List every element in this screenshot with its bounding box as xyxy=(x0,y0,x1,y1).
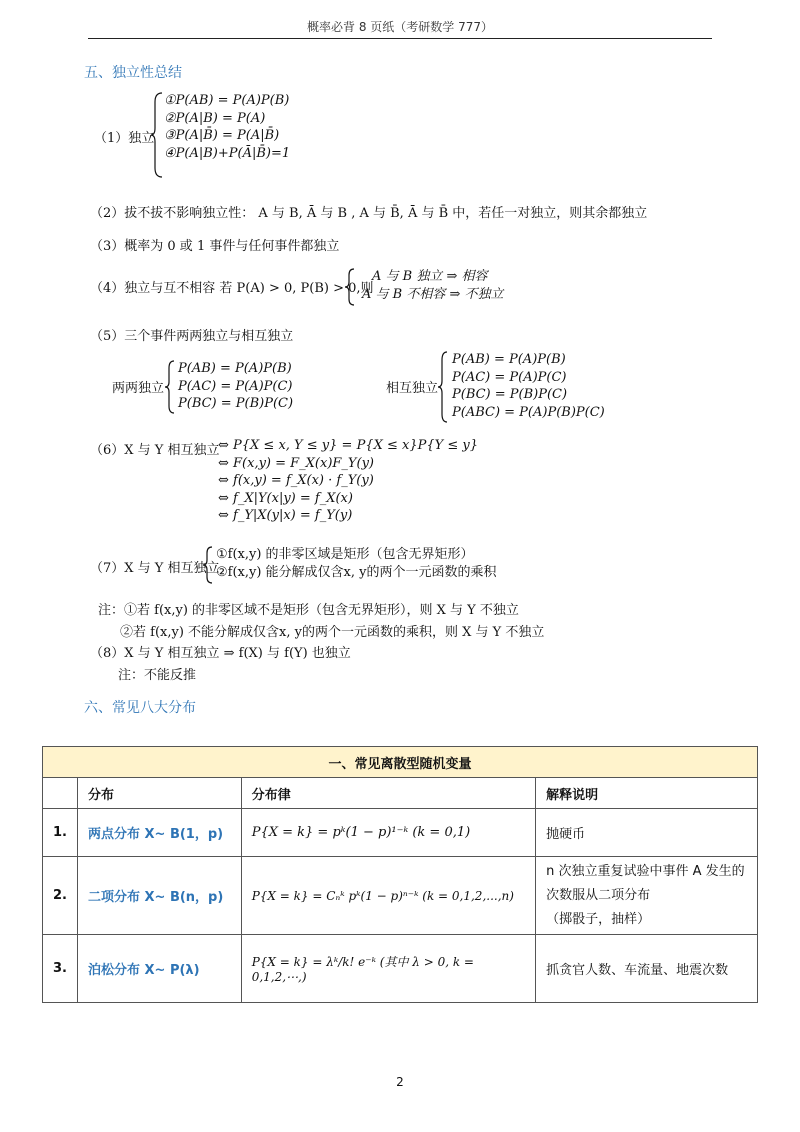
formula: ⇔ f_Y|X(y|x) = f_Y(y) xyxy=(218,508,353,523)
column-header: 解释说明 xyxy=(536,778,758,809)
item-4-formulas xyxy=(362,268,504,303)
formula: P(ABC) = P(A)P(B)P(C) xyxy=(452,404,605,420)
row-number: 1. xyxy=(43,809,78,857)
formula: ⇔ F(x,y) = F_X(x)F_Y(y) xyxy=(218,455,374,471)
row-number: 2. xyxy=(43,857,78,935)
page-number: 2 xyxy=(396,1075,404,1089)
pairwise-formulas xyxy=(178,360,293,413)
item-1-formulas xyxy=(164,92,290,162)
item-1-brace xyxy=(150,92,164,178)
formula: ④P(A|B)+P(Ā|B̄)=1 xyxy=(164,145,291,161)
mutual-label: 相互独立 xyxy=(386,381,439,396)
distribution-desc: n 次独立重复试验中事件 A 发生的次数服从二项分布 xyxy=(546,863,745,903)
item-5-label: （5）三个事件两两独立与相互独立 xyxy=(90,329,294,344)
formula: ③P(A|B̄) = P(A|B̄) xyxy=(164,128,280,143)
column-header: 分布律 xyxy=(241,778,535,809)
formula: ①P(AB) = P(A)P(B) xyxy=(164,93,290,108)
formula: ②f(x,y) 能分解成仅含x, y的两个一元函数的乘积 xyxy=(216,564,497,580)
formula: ①f(x,y) 的非零区域是矩形（包含无界矩形） xyxy=(216,547,474,562)
table-caption: 一、常见离散型随机变量 xyxy=(43,747,758,778)
distribution-law: P{X = k} = Cₙᵏ pᵏ(1 − p)ⁿ⁻ᵏ (k = 0,1,2,...,n) xyxy=(241,857,535,935)
item-6-label: （6）X 与 Y 相互独立 xyxy=(90,443,220,458)
distribution-name: 二项分布 X~ B(n，p) xyxy=(77,857,241,935)
section-6-title: 六、常见八大分布 xyxy=(84,700,196,716)
table-row xyxy=(43,809,758,857)
formula: A 与 B 独立 ⇒ 相容 xyxy=(372,269,488,284)
page-header: 概率必背 8 页纸（考研数学 777） xyxy=(307,20,493,34)
item-4-label: （4）独立与互不相容 若 P(A) > 0, P(B) > 0,则 xyxy=(90,281,374,296)
item-1-label: （1）独立 xyxy=(94,131,155,146)
distribution-table xyxy=(42,746,758,1003)
pairwise-label: 两两独立 xyxy=(112,381,165,396)
distribution-desc-cell xyxy=(536,857,758,935)
distribution-desc-note: （掷骰子，抽样） xyxy=(546,911,651,927)
column-header: 分布 xyxy=(77,778,241,809)
mutual-brace xyxy=(437,351,449,423)
formula: A 与 B 不相容 ⇒ 不独立 xyxy=(362,286,504,302)
distribution-law: P{X = k} = pᵏ(1 − p)¹⁻ᵏ (k = 0,1) xyxy=(241,809,535,857)
formula: P(AB) = P(A)P(B) xyxy=(452,352,566,367)
table-header-row xyxy=(43,778,758,809)
formula: ②P(A|B) = P(A) xyxy=(164,110,266,126)
note-3: 注：不能反推 xyxy=(118,668,197,683)
item-8: （8）X 与 Y 相互独立 ⇒ f(X) 与 f(Y) 也独立 xyxy=(90,646,351,661)
column-header xyxy=(43,778,78,809)
table-row xyxy=(43,857,758,935)
item-7-brace xyxy=(202,546,214,584)
item-7-formulas xyxy=(216,546,497,581)
distribution-law: P{X = k} = λᵏ/k! e⁻ᵏ (其中 λ > 0, k = 0,1,2,⋯,) xyxy=(241,935,535,1003)
item-6-formulas xyxy=(218,437,478,525)
pairwise-brace xyxy=(164,360,176,414)
formula: P(AC) = P(A)P(C) xyxy=(178,378,293,394)
distribution-desc: 抛硬币 xyxy=(536,809,758,857)
distribution-desc: 抓贪官人数、车流量、地震次数 xyxy=(536,935,758,1003)
row-number: 3. xyxy=(43,935,78,1003)
formula: P(AC) = P(A)P(C) xyxy=(452,369,567,385)
distribution-name: 两点分布 X~ B(1，p) xyxy=(77,809,241,857)
formula: ⇔ f(x,y) = f_X(x) · f_Y(y) xyxy=(218,473,374,488)
formula: ⇔ P{X ≤ x, Y ≤ y} = P{X ≤ x}P{Y ≤ y} xyxy=(218,438,478,453)
table-row xyxy=(43,935,758,1003)
distribution-name: 泊松分布 X~ P(λ) xyxy=(77,935,241,1003)
note-2: ②若 f(x,y) 不能分解成仅含x, y的两个一元函数的乘积，则 X 与 Y 不独立 xyxy=(120,625,545,640)
formula: ⇔ f_X|Y(x|y) = f_X(x) xyxy=(218,490,353,506)
formula: P(BC) = P(B)P(C) xyxy=(178,396,294,411)
header-rule xyxy=(88,38,712,39)
formula: P(AB) = P(A)P(B) xyxy=(178,361,292,376)
item-7-label: （7）X 与 Y 相互独立 xyxy=(90,561,220,576)
item-2: （2）拔不拔不影响独立性： A 与 B, Ā 与 B , A 与 B̄, Ā 与 B̄ 中，若任一对独立，则其余都独立 xyxy=(90,206,648,221)
item-4-brace xyxy=(344,268,356,306)
formula: P(BC) = P(B)P(C) xyxy=(452,387,568,402)
section-5-title: 五、独立性总结 xyxy=(84,65,182,81)
item-3: （3）概率为 0 或 1 事件与任何事件都独立 xyxy=(90,239,340,254)
note-1: 注：①若 f(x,y) 的非零区域不是矩形（包含无界矩形），则 X 与 Y 不独立 xyxy=(98,603,519,618)
mutual-formulas xyxy=(452,351,605,421)
